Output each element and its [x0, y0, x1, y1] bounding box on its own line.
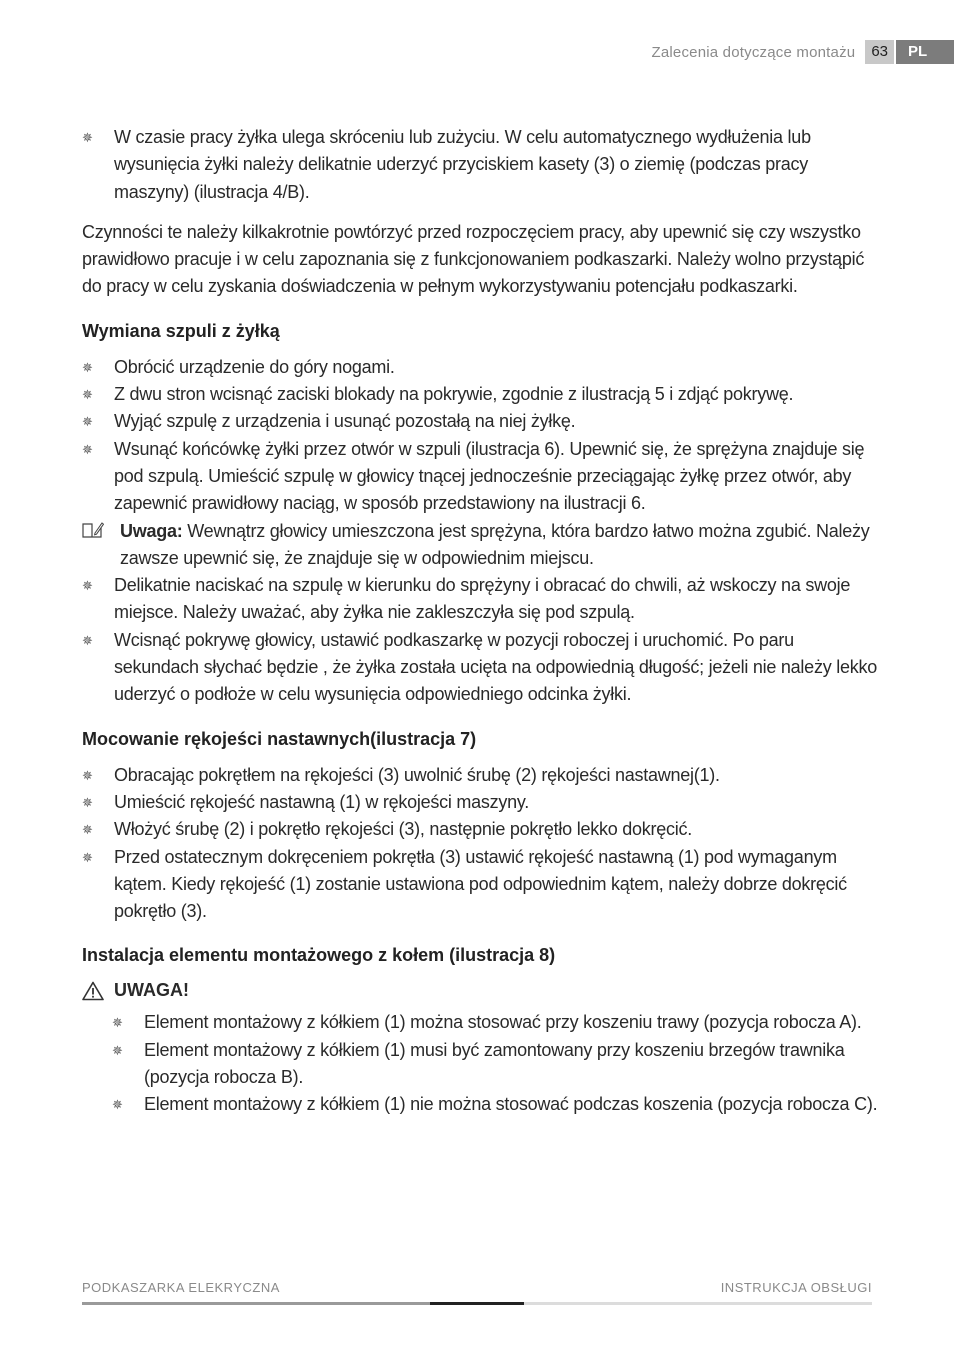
footer-rule-middle — [430, 1302, 524, 1305]
bullet-icon: ✵ — [82, 632, 93, 648]
list-item: ✵ Wsunąć końcówkę żyłki przez otwór w szpuli (ilustracja 6). Upewnić się, że sprężyna znajduje się pod szpulą. Umieścić szpulę w głowicy tnącej jednocześnie przeciągając żyłkę przez otwór, aby zapewnić prawidłowy naciąg, w sposób przedstawiony na ilustracji 6. — [82, 438, 865, 514]
bullet-icon: ✵ — [112, 1015, 123, 1031]
page-number: 63 — [865, 40, 894, 64]
bullet-icon: ✵ — [82, 130, 93, 145]
list-item: ✵ Umieścić rękojeść nastawną (1) w rękojeści maszyny. — [82, 791, 530, 812]
wheel-list — [112, 1009, 882, 1118]
spool-list-2 — [82, 572, 882, 708]
warning-title: UWAGA! — [82, 980, 882, 1001]
bullet-icon: ✵ — [82, 578, 93, 594]
heading-spool: Wymiana szpuli z żyłką — [82, 320, 280, 341]
warning-triangle-icon — [82, 981, 104, 1001]
bullet-icon: ✵ — [82, 849, 93, 865]
note-book-icon — [82, 520, 104, 540]
list-item: ✵ Element montażowy z kółkiem (1) nie można stosować podczas koszenia (pozycja robocza C). — [112, 1094, 878, 1115]
list-item: ✵ Z dwu stron wcisnąć zaciski blokady na pokrywie, zgodnie z ilustracją 5 i zdjąć pokrywę. — [82, 384, 794, 405]
footer-rule-right — [524, 1302, 872, 1305]
note-block — [82, 518, 882, 573]
list-item: ✵ Element montażowy z kółkiem (1) musi być zamontowany przy koszeniu brzegów trawnika (pozycja robocza B). — [112, 1039, 845, 1088]
section-title: Zalecenia dotyczące montażu — [651, 43, 856, 61]
handle-list — [82, 762, 882, 926]
list-item: ✵ Delikatnie naciskać na szpulę w kierunku do sprężyny i obracać do chwili, aż wskoczy na swoje miejsce. Należy uważać, aby żyłka nie zakleszczyła się pod szpulą. — [82, 575, 851, 623]
footer-rule-left — [82, 1302, 430, 1305]
list-item: ✵ Obrócić urządzenie do góry nogami. — [82, 356, 395, 377]
footer-manual: INSTRUKCJA OBSŁUGI — [720, 1280, 872, 1295]
spool-list — [82, 354, 882, 518]
bullet-icon: ✵ — [112, 1097, 123, 1113]
bullet-icon: ✵ — [82, 441, 93, 457]
list-item: ✵ Element montażowy z kółkiem (1) można stosować przy koszeniu trawy (pozycja robocza A). — [112, 1012, 862, 1033]
heading-wheel: Instalacja elementu montażowego z kołem (ilustracja 8) — [82, 945, 556, 966]
page-content — [82, 124, 882, 1119]
bullet-icon: ✵ — [82, 822, 93, 838]
page-header — [651, 40, 954, 64]
intro-list — [82, 124, 882, 206]
footer-product: PODKASZARKA ELEKRYCZNA — [82, 1280, 280, 1295]
bullet-icon: ✵ — [82, 359, 93, 375]
bullet-icon: ✵ — [82, 767, 93, 783]
note-label: Uwaga: — [120, 520, 183, 541]
bullet-icon: ✵ — [82, 794, 93, 810]
list-item: ✵ Przed ostatecznym dokręceniem pokrętła (3) ustawić rękojeść nastawną (1) pod wymaganym kątem. Kiedy rękojeść (1) zostanie ustawiona pod odpowiednim kątem, należy dobrze dokręcić pokrętło (3). — [82, 846, 847, 922]
list-item: ✵ Obracając pokrętłem na rękojeści (3) uwolnić śrubę (2) rękojeści nastawnej(1). — [82, 764, 720, 785]
intro-paragraph: Czynności te należy kilkakrotnie powtórzyć przed rozpoczęciem pracy, aby upewnić się czy wszystko prawidłowo pracuje i w celu zapoznania się z funkcjonowaniem podkaszarki. Należy wolno przystąpić do pracy w celu zyskania doświadczenia w pełnym wykorzystywaniu potencjału podkaszarki. — [82, 221, 865, 297]
bullet-icon: ✵ — [112, 1042, 123, 1058]
list-item: ✵ Włożyć śrubę (2) i pokrętło rękojeści (3), następnie pokrętło lekko dokręcić. — [82, 819, 692, 840]
list-item: ✵ Wyjąć szpulę z urządzenia i usunąć pozostałą na niej żyłkę. — [82, 411, 576, 432]
bullet-icon: ✵ — [82, 387, 93, 403]
list-item: ✵ Wcisnąć pokrywę głowicy, ustawić podkaszarkę w pozycji roboczej i uruchomić. Po paru sekundach słychać będzie , że żyłka została ucięta na odpowiednią długość; jeżeli nie należy lekko uderzyć o podłoże w celu wysunięcia odpowiedniego odcinka żyłki. — [82, 629, 877, 705]
bullet-icon: ✵ — [82, 414, 93, 430]
note-text: Wewnątrz głowicy umieszczona jest sprężyna, która bardzo łatwo można zgubić. Należy zawsze upewnić się, że znajduje się w odpowiednim miejscu. — [120, 520, 870, 568]
list-item: ✵ W czasie pracy żyłka ulega skróceniu lub zużyciu. W celu automatycznego wydłużenia lub wysunięcia żyłki należy delikatnie uderzyć przyciskiem kasety (3) o ziemię (podczas pracy maszyny) (ilustracja 4/B). — [82, 127, 811, 202]
language-tab: PL — [896, 40, 954, 64]
heading-handle: Mocowanie rękojeści nastawnych(ilustracja 7) — [82, 728, 477, 749]
